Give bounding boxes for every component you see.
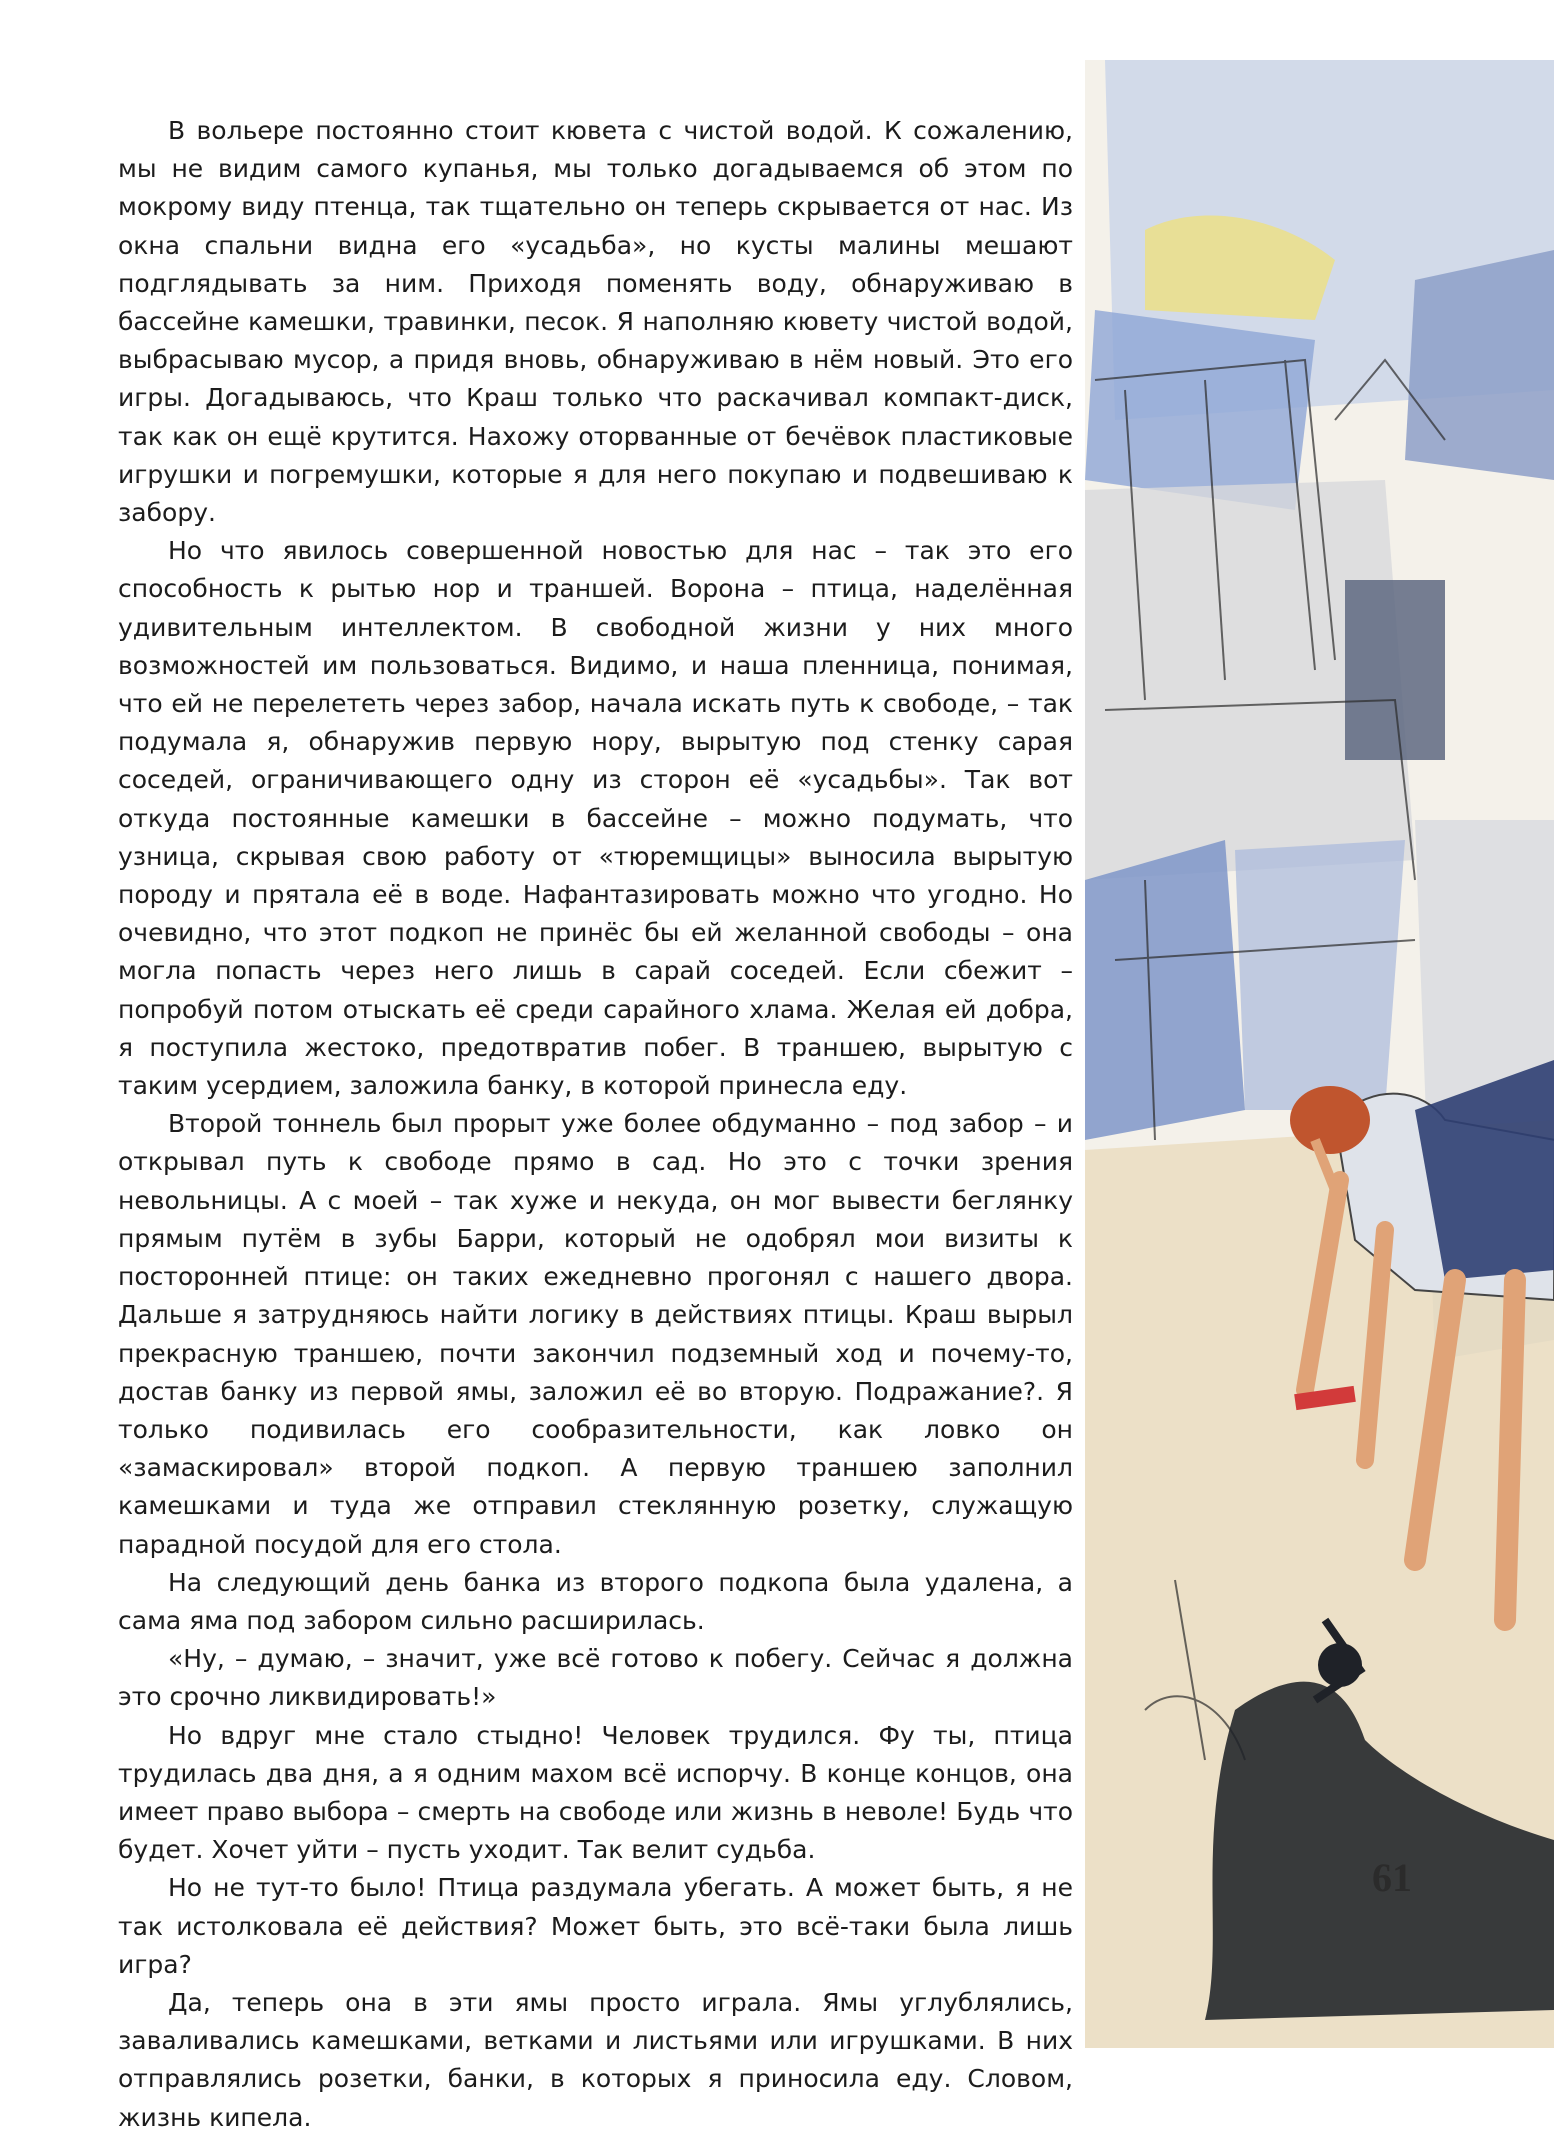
paragraph: Но не тут-то было! Птица раздумала убегать. А может быть, я не так истолковала её действия? Может быть, это всё-таки была лишь игра?: [118, 1873, 1073, 1979]
paragraph: Но вдруг мне стало стыдно! Человек трудился. Фу ты, птица трудилась два дня, а я одним махом всё испорчу. В конце концов, она имеет право выбора – смерть на свободе или жизнь в неволе! Будь что будет. Хочет уйти – пусть уходит. Так велит судьба.: [118, 1720, 1073, 1865]
paragraph: Да, теперь она в эти ямы просто играла. Ямы углублялись, заваливались камешками, ветками и листьями или игрушками. В них отправлялись розетки, банки, в которых я приносила еду. Словом, жизнь кипела.: [118, 1987, 1073, 2132]
illustration-drawing: [1085, 60, 1554, 2048]
text-column: [118, 112, 1073, 2137]
dark-block: [1345, 580, 1445, 760]
paragraph: Но что явилось совершенной новостью для нас – так это его способность к рытью нор и траншей. Ворона – птица, наделённая удивительным интеллектом. В свободной жизни у них много возможностей им пользоваться. Видимо, и наша пленница, понимая, что ей не перелететь через забор, начала искать путь к свободе, – так подумала я, обнаружив первую нору, вырытую под стенку сарая соседей, ограничивающего одну из сторон её «усадьбы». Так вот откуда постоянные камешки в бассейне – можно подумать, что узница, скрывая свою работу от «тюремщицы» выносила вырытую породу и прятала её в воде. Нафантазировать можно что угодно. Но очевидно, что этот подкоп не принёс бы ей желанной свободы – она могла попасть через него лишь в сарай соседей. Если сбежит – попробуй потом отыскать её среди сарайного хлама. Желая ей добра, я поступила жестоко, предотвратив побег. В траншею, вырытую с таким усердием, заложила банку, в которой принесла еду.: [118, 536, 1073, 1101]
paragraph: Второй тоннель был прорыт уже более обдуманно – под забор – и открывал путь к свободе прямо в сад. Но это с точки зрения невольницы. А с моей – так хуже и некуда, он мог вывести беглянку прямым путём в зубы Барри, который не одобрял мои визиты к посторонней птице: он таких ежедневно прогонял с нашего двора. Дальше я затрудняюсь найти логику в действиях птицы. Краш вырыл прекрасную траншею, почти закончил подземный ход и почему-то, достав банку из первой ямы, заложил её во вторую. Подражание?. Я только подивилась его сообразительности, как ловко он «замаскировал» второй подкоп. А первую траншею заполнил камешками и туда же отправил стеклянную розетку, служащую парадной посудой для его стола.: [118, 1109, 1073, 1559]
page-number: 61: [1372, 1855, 1412, 1900]
hair: [1290, 1086, 1370, 1154]
watercolor-illustration: [1085, 60, 1554, 2048]
roof-shape: [1405, 250, 1554, 480]
blue-wall: [1085, 840, 1245, 1140]
paragraph: На следующий день банка из второго подкопа была удалена, а сама яма под забором сильно расширилась.: [118, 1567, 1073, 1635]
paragraph: «Ну, – думаю, – значит, уже всё готово к побегу. Сейчас я должна это срочно ликвидировать!»: [118, 1644, 1073, 1712]
paragraph: В вольере постоянно стоит кювета с чистой водой. К сожалению, мы не видим самого купанья, мы только догадываемся об этом по мокрому виду птенца, так тщательно он теперь скрывается от нас. Из окна спальни видна его «усадьба», но кусты малины мешают подглядывать за ним. Приходя поменять воду, обнаруживаю в бассейне камешки, травинки, песок. Я наполняю кювету чистой водой, выбрасываю мусор, а придя вновь, обнаруживаю в нём новый. Это его игры. Догадываюсь, что Краш только что раскачивал компакт-диск, так как он ещё крутится. Нахожу оторванные от бечёвок пластиковые игрушки и погремушки, которые я для него покупаю и подвешиваю к забору.: [118, 116, 1073, 528]
